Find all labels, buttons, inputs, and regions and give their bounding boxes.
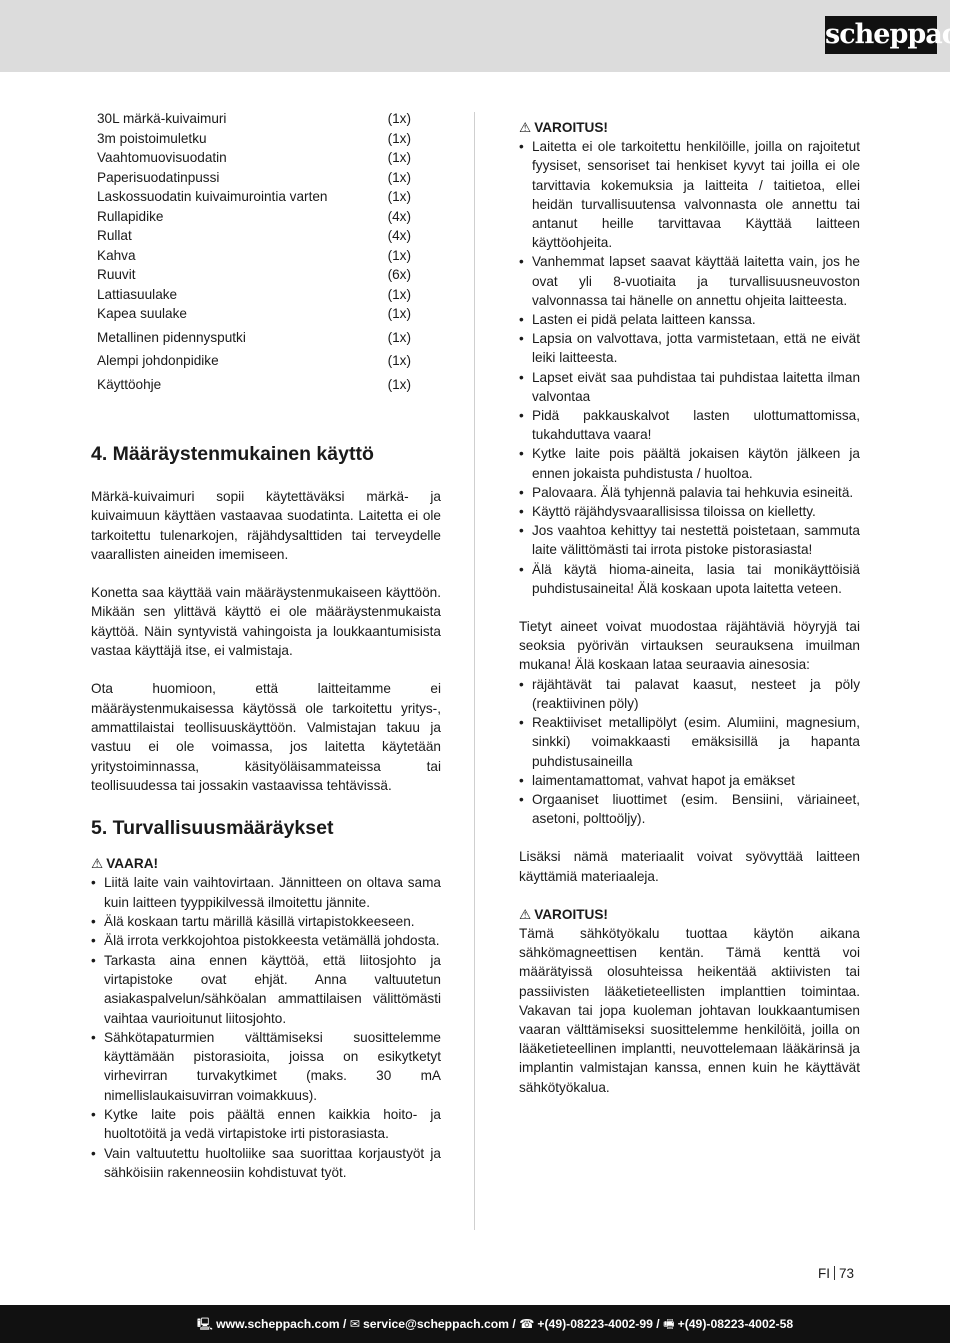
footer-bar (0, 1305, 950, 1343)
list-item: • räjähtävät tai palavat kaasut, nesteet ja pöly (reaktiivinen pöly) (519, 675, 860, 713)
corrosion-note: Lisäksi nämä materiaalit voivat syövyttää laitteen käyttämiä materiaaleja. (519, 849, 860, 884)
list-item: • Liitä laite vain vaihtovirtaan. Jännitteen on oltava sama kuin laitteen tyyppikilvessä ilmoitettu jännite. (91, 873, 441, 912)
section-5-heading: 5. Turvallisuusmääräykset (91, 817, 334, 840)
list-item: • Vanhemmat lapset saavat käyttää laitetta vain, jos he ovat yli 8-vuotiaita ja turvallisuusneuvoston valvonnassa tai hänelle on annettu ohjeita laitteesta. (519, 252, 860, 310)
scope-item (97, 189, 411, 209)
scope-item-quantity: (1x) (387, 306, 411, 321)
footer-fax: +(49)-08223-4002-58 (677, 1317, 794, 1331)
scope-item-quantity: (1x) (387, 111, 411, 126)
list-item: • Sähkötapaturmien välttämiseksi suosittelemme käyttämään pistorasioita, joissa on esikytketyt virhevirran turvakytkimet (maks. 30 mA nimellislaukaisuvirran voimakkuus). (91, 1028, 441, 1105)
emf-warning-text: Tämä sähkötyökalu tuottaa käytön aikana sähkömagneettisen kentän. Tämä kenttä voi määrätyissä olosuhteissa heikentää aktiivisten tai passiivisten lääketieteellisten implanttien toimintaa. Vakavan tai jopa kuoleman johtavan loukkaantumisen vaaran välttämiseksi suosittelemme henkilöitä, joilla on lääketieteellinen implantti, neuvottelemaan lääkärinsä ja implantin valmistajan kanssa, ennen kuin he käyttävät sähkötyökalua. (519, 925, 860, 1095)
paragraph: Konetta saa käyttää vain määräystenmukaiseen käyttöön. Mikään sen ylittävä käyttö ei ole määräystenmukaista käyttöä. Näin syntyvistä vahingoista ja loukkaantumisista vastaa käyttäjä itse, ei valmistaja. (91, 585, 441, 659)
scope-item (97, 330, 411, 354)
footer-email[interactable]: service@scheppach.com / (363, 1317, 516, 1331)
list-item: • Lapset eivät saa puhdistaa tai puhdistaa laitetta ilman valvontaa (519, 368, 860, 406)
email-icon: ✉ (349, 1317, 360, 1331)
scope-item-quantity: (1x) (387, 247, 411, 263)
phone-icon: ☎ (519, 1317, 535, 1331)
scope-item-name: Laskossuodatin kuivaimurointia varten (97, 189, 328, 204)
warning-triangle-icon: ⚠ (91, 856, 104, 872)
list-item: • Palovaara. Älä tyhjennä palavia tai hehkuvia esineitä. (519, 483, 860, 502)
scope-item-quantity: (4x) (387, 228, 411, 243)
scope-item (97, 306, 411, 330)
scope-item-name: Rullat (97, 228, 132, 243)
fax-icon: 🖷 (663, 1317, 675, 1331)
page-number-value: 73 (839, 1266, 855, 1281)
list-item: • Älä koskaan tartu märillä käsillä virtapistokkeeseen. (91, 912, 441, 931)
scheppach-logo: scheppach (825, 16, 937, 54)
scope-item-name: Paperisuodatinpussi (97, 169, 220, 185)
list-item: • Vain valtuutettu huoltoliike saa suorittaa korjaustyöt ja sähköisiin rakenneosiin kohdistuvat työt. (91, 1144, 441, 1183)
page-language: FI (818, 1266, 830, 1281)
scope-item-name: Lattiasuulake (97, 286, 178, 302)
scope-item-name: Kahva (97, 247, 136, 263)
list-item: • Käyttö räjähdysvaarallisissa tiloissa on kielletty. (519, 502, 860, 521)
list-item: • Jos vaahtoa kehittyy tai nestettä poistetaan, sammuta laite välittömästi tai irrota pistoke pistorasiasta! (519, 521, 860, 559)
scope-item-name: Vaahtomuovisuodatin (97, 150, 227, 165)
monitor-icon: 🖳 (196, 1317, 214, 1331)
warning-triangle-icon: ⚠ (519, 120, 532, 135)
scope-item-name: Ruuvit (97, 267, 136, 282)
list-item: • Tarkasta aina ennen käyttöä, että liitosjohto ja virtapistoke ovat ehjät. Anna valtuutetun asiakaspalvelun/sähköalan ammattilaisen välittömästi vaihtaa vaurioitunut liitosjohto. (91, 951, 441, 1028)
left-column (91, 111, 441, 1182)
right-column (519, 118, 860, 1097)
scope-item-name: Alempi johdonpidike (97, 353, 219, 368)
paragraph: Ota huomioon, että laitteitamme ei määräystenmukaisessa käytössä ole tarkoitettu yritys-, ammattilaistai teollisuuskäyttöön. Valmistajan takuu ja vastuu ei ole voimassa, jos laitetta käytetään yritystoiminnassa, käsityöläisammateissa tai teollisuudessa tai jossakin vastaavissa tehtävissä. (91, 681, 441, 793)
scope-item (97, 248, 411, 268)
warning-list (519, 137, 860, 598)
header-bar (0, 0, 976, 72)
scope-item (97, 131, 411, 151)
scope-item-quantity: (1x) (387, 150, 411, 165)
scope-item (97, 267, 411, 287)
scope-item-quantity: (1x) (387, 376, 411, 392)
warning-label (519, 905, 860, 924)
paragraph: Märkä-kuivaimuri sopii käytettäväksi märkä- ja kuivaimuun käyttäen vastaavaa suodatinta. Laitetta ei ole tarkoitettu tulenarkojen, räjähdysalttiden tai terveydelle vaarallisten aineiden imemiseen. (91, 489, 441, 562)
scope-item-quantity: (1x) (387, 286, 411, 302)
scope-item (97, 209, 411, 229)
scope-item-quantity: (6x) (387, 267, 411, 282)
scope-item (97, 150, 411, 170)
column-divider (474, 112, 475, 1230)
scope-item (97, 170, 411, 190)
list-item: • Lapsia on valvottava, jotta varmistetaan, että ne eivät leiki laitteesta. (519, 329, 860, 367)
danger-label (91, 854, 441, 873)
list-item: • Pidä pakkauskalvot lasten ulottumattomissa, tukahduttava vaara! (519, 406, 860, 444)
explosive-intro: Tietyt aineet voivat muodostaa räjähtäviä höyryjä tai seoksia pyörivän virtauksen seurauksena imuilman mukana! Älä koskaan lataa seuraavia ainesosia: (519, 619, 860, 673)
footer-website[interactable]: www.scheppach.com / (216, 1317, 347, 1331)
scope-item-quantity: (4x) (387, 208, 411, 224)
list-item: • Laitetta ei ole tarkoitettu henkilöille, joilla on rajoitetut fyysiset, sensoriset tai henkiset kyvyt tai joilla ei ole tarvittavia kokemuksia ja laitteita / taitietoa, ellei heidän turvallisuutensa valvonnasta ole annettu tai antanut heille tarvittavaa Käyttää laitteen käyttöohjeita. (519, 137, 860, 252)
warning-triangle-icon: ⚠ (519, 906, 532, 922)
list-item: • Älä irrota verkkojohtoa pistokkeesta vetämällä johdosta. (91, 931, 441, 950)
scope-item-name: 3m poistoimuletku (97, 130, 207, 146)
scope-item-quantity: (1x) (387, 169, 411, 185)
scope-item (97, 228, 411, 248)
warning-label (519, 118, 860, 137)
list-item: • Kytke laite pois päältä ennen kaikkia hoito- ja huoltotöitä ja vedä virtapistoke irti pistorasiasta. (91, 1105, 441, 1144)
scope-item-name: Käyttöohje (97, 376, 162, 392)
scope-item-quantity: (1x) (387, 130, 411, 146)
scope-item-name: Metallinen pidennysputki (97, 329, 246, 345)
scope-item-quantity: (1x) (387, 353, 411, 368)
scope-item (97, 287, 411, 307)
scope-of-delivery-list (97, 111, 411, 400)
list-item: • Orgaaniset liuottimet (esim. Bensiini, väriaineet, asetoni, polttoöljy). (519, 790, 860, 828)
list-item: • Älä käytä hioma-aineita, lasia tai monikäyttöisiä puhdistusaineita! Älä koskaan upota laitetta veteen. (519, 560, 860, 598)
list-item: • Kytke laite pois päältä jokaisen käytön jälkeen ja ennen jokaista puhdistusta / huoltoa. (519, 444, 860, 482)
list-item: • laimentamattomat, vahvat hapot ja emäkset (519, 771, 860, 790)
warning-label-text: VAROITUS! (534, 906, 608, 922)
scope-item-name: 30L märkä-kuivaimuri (97, 111, 227, 126)
scope-item (97, 111, 411, 131)
scope-item-quantity: (1x) (387, 189, 411, 204)
scope-item (97, 353, 411, 377)
section-4-heading: 4. Määräystenmukainen käyttö (91, 443, 374, 465)
scope-item-quantity: (1x) (387, 329, 411, 345)
page-number (818, 1266, 854, 1282)
scope-item (97, 377, 411, 401)
scope-item-name: Kapea suulake (97, 306, 187, 321)
danger-list (91, 873, 441, 1182)
explosive-substances-list (519, 675, 860, 829)
list-item: • Reaktiiviset metallipölyt (esim. Alumiini, magnesium, sinkki) voimakkaasti emäksisillä ja hapanta puhdistusaineilla (519, 713, 860, 771)
danger-label-text: VAARA! (106, 856, 159, 872)
list-item: • Lasten ei pidä pelata laitteen kanssa. (519, 310, 860, 329)
scope-item-name: Rullapidike (97, 208, 164, 224)
footer-phone: +(49)-08223-4002-99 / (537, 1317, 660, 1331)
warning-label-text: VAROITUS! (534, 120, 608, 135)
